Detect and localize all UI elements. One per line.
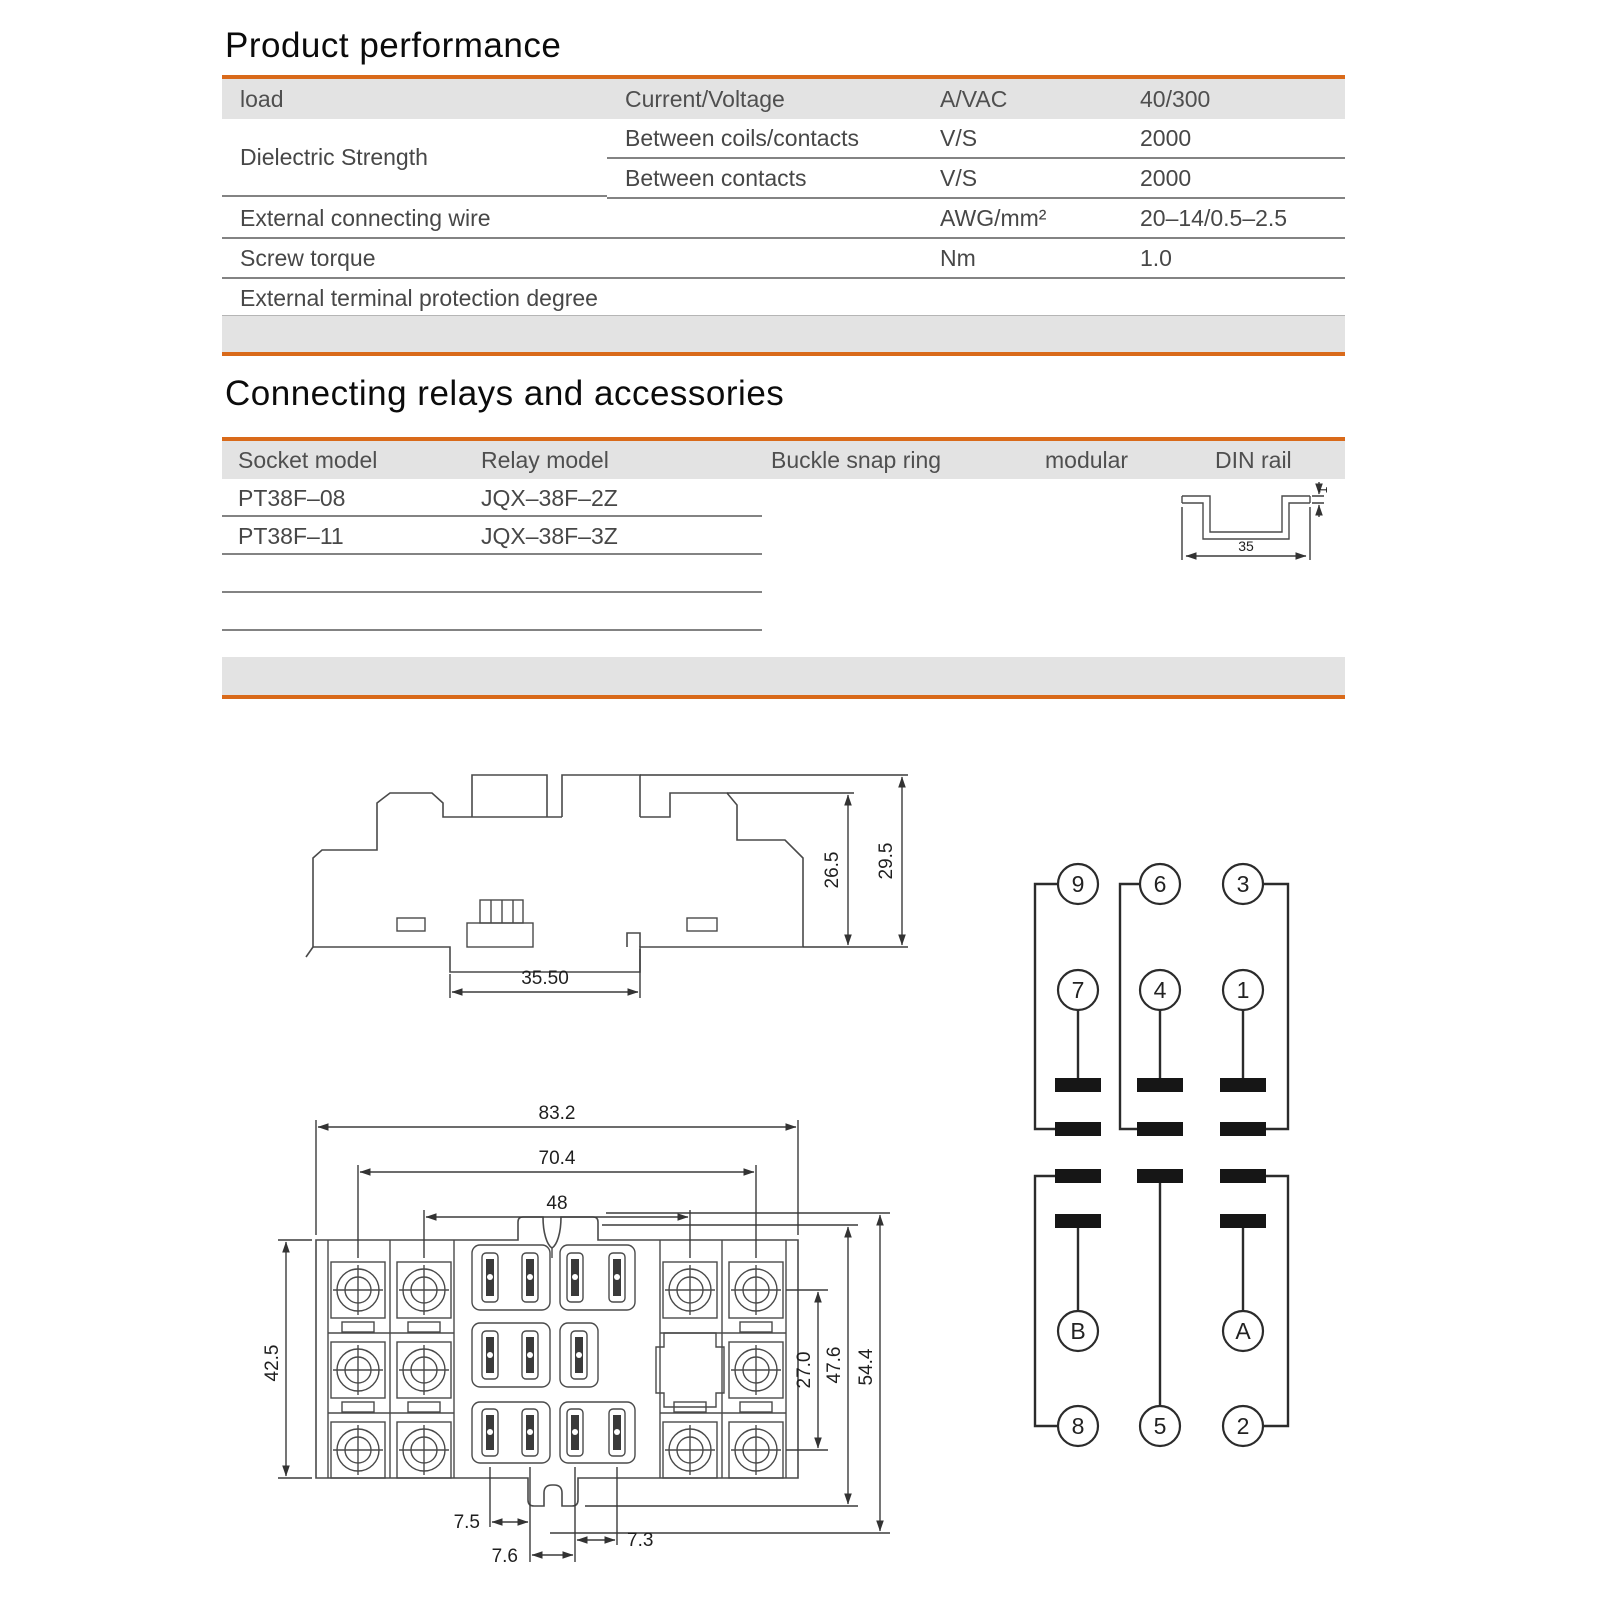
pin-A: A (1235, 1318, 1251, 1344)
pin-5: 5 (1153, 1413, 1167, 1439)
front-dim-70-4: 70.4 (538, 1148, 576, 1169)
perf-cell-between-contacts: Between contacts (607, 159, 919, 199)
pin-1: 1 (1236, 977, 1250, 1003)
perf-header-current-voltage: Current/Voltage (607, 79, 919, 119)
side-dim-26-5: 26.5 (822, 851, 843, 889)
perf-cell-protection-label: External terminal protection degree (222, 279, 607, 316)
pin-8: 8 (1071, 1413, 1085, 1439)
pin-3: 3 (1236, 871, 1250, 897)
acc-header-socket: Socket model (222, 441, 465, 479)
side-view-drawing (280, 750, 920, 1012)
side-dim-35-50: 35.50 (521, 968, 569, 989)
screw-terminals (331, 1262, 783, 1478)
pin-9: 9 (1071, 871, 1085, 897)
perf-cell-wire-value: 20–14/0.5–2.5 (1119, 199, 1345, 239)
front-dim-42-5: 42.5 (262, 1344, 283, 1382)
perf-cell-torque-label: Screw torque (222, 239, 607, 279)
acc-relay-model-2: JQX–38F–3Z (481, 523, 618, 549)
pin-diagram (1010, 848, 1330, 1452)
footer-strip (222, 657, 1345, 699)
perf-cell-between-contacts-value: 2000 (1119, 159, 1345, 199)
din-width-dim: 35 (1238, 538, 1254, 554)
front-dim-7-3: 7.3 (627, 1530, 654, 1551)
accent-bar-bottom (222, 352, 1345, 356)
front-dim-7-5: 7.5 (453, 1512, 480, 1533)
contact-slots (472, 1245, 635, 1463)
acc-socket-model-1: PT38F–08 (238, 485, 346, 511)
perf-header-unit: A/VAC (919, 79, 1119, 119)
keying-notch (656, 1333, 724, 1407)
front-dim-83-2: 83.2 (538, 1103, 576, 1124)
pin-7: 7 (1071, 977, 1085, 1003)
front-dim-47-6: 47.6 (824, 1346, 845, 1384)
din-thickness-dim: 1 (1316, 486, 1330, 494)
acc-row-1 (222, 479, 1345, 517)
perf-header-value: 40/300 (1119, 79, 1345, 119)
perf-cell-torque-value: 1.0 (1119, 239, 1345, 279)
perf-cell-dielectric-label: Dielectric Strength (222, 119, 607, 197)
acc-header-modular: modular (1030, 441, 1200, 479)
performance-table (222, 75, 1345, 356)
perf-cell-between-coils-value: 2000 (1119, 119, 1345, 159)
perf-empty-row (222, 316, 1345, 352)
front-dim-7-6: 7.6 (491, 1546, 518, 1567)
acc-row-2 (222, 517, 1345, 555)
perf-cell-between-contacts-unit: V/S (919, 159, 1119, 199)
perf-cell-between-coils-unit: V/S (919, 119, 1119, 159)
acc-header-relay: Relay model (465, 441, 755, 479)
acc-socket-model-2: PT38F–11 (238, 523, 344, 549)
pin-2: 2 (1236, 1413, 1250, 1439)
pin-B: B (1070, 1318, 1086, 1344)
perf-cell-between-coils: Between coils/contacts (607, 119, 919, 159)
front-dim-48: 48 (546, 1193, 568, 1214)
pin-4: 4 (1153, 977, 1167, 1003)
acc-header-din: DIN rail (1200, 441, 1345, 479)
perf-cell-wire-unit: AWG/mm² (919, 199, 1119, 239)
perf-header-load: load (222, 79, 607, 119)
front-view-drawing (250, 1075, 910, 1590)
front-dim-54-4: 54.4 (856, 1348, 877, 1386)
side-dim-29-5: 29.5 (876, 842, 897, 880)
perf-cell-wire-label: External connecting wire (222, 199, 607, 239)
acc-row-3 (222, 555, 1345, 593)
section-title-performance: Product performance (225, 26, 562, 65)
perf-cell-torque-unit: Nm (919, 239, 1119, 279)
acc-header-buckle: Buckle snap ring (755, 441, 1030, 479)
pin-6: 6 (1153, 871, 1167, 897)
acc-relay-model-1: JQX–38F–2Z (481, 485, 618, 511)
section-title-accessories: Connecting relays and accessories (225, 374, 785, 413)
acc-row-4 (222, 593, 1345, 631)
accessories-table (222, 437, 1345, 631)
din-rail-drawing (1178, 476, 1330, 578)
front-dim-27-0: 27.0 (794, 1351, 815, 1389)
